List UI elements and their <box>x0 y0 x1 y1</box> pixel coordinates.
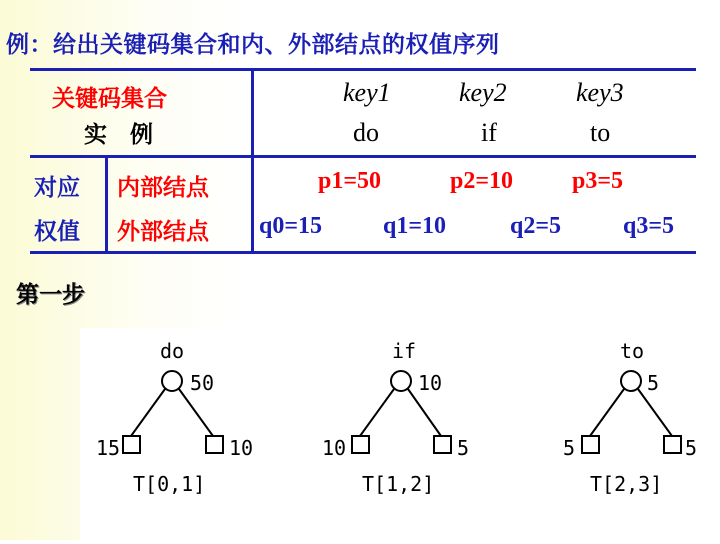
trees-svg <box>80 328 720 540</box>
tree-1-root-node <box>162 371 182 391</box>
external-node-label: 外部结点 <box>117 219 209 245</box>
tree-2-label: T[1,2] <box>362 472 435 496</box>
header-label: 关键码集合 <box>52 86 167 112</box>
key-2: key2 <box>459 78 507 107</box>
q-value-3: q3=5 <box>623 213 675 239</box>
tree-1-right-leaf <box>206 436 223 453</box>
tree-3-left-leaf <box>582 436 599 453</box>
key-1: key1 <box>343 78 391 107</box>
q-value-1: q1=10 <box>383 213 447 239</box>
instance-2: if <box>481 118 497 147</box>
tree-3-root-weight: 5 <box>647 371 660 395</box>
table-mid-border <box>30 155 696 158</box>
instance-3: to <box>590 118 611 147</box>
tree-2-right-leaf <box>434 436 451 453</box>
p-value-2: p2=10 <box>450 168 514 194</box>
tree-2-right-weight: 5 <box>457 436 470 460</box>
tree-2-left-weight: 10 <box>322 436 347 460</box>
slide-title: 例：给出关键码集合和内、外部结点的权值序列 <box>6 32 500 58</box>
tree-3-right-weight: 5 <box>685 436 698 460</box>
tree-1-key: do <box>160 339 185 363</box>
table-col-divider <box>251 68 254 254</box>
step-label: 第一步 <box>16 282 85 308</box>
key-3: key3 <box>576 78 624 107</box>
table-top-border <box>30 68 696 71</box>
instance-label: 实 例 <box>84 122 153 148</box>
p-value-3: p3=5 <box>572 168 624 194</box>
tree-3-label: T[2,3] <box>590 472 663 496</box>
tree-to <box>563 339 697 496</box>
internal-node-label: 内部结点 <box>117 175 209 201</box>
tree-1-left-weight: 15 <box>96 436 121 460</box>
tree-2-left-leaf <box>352 436 369 453</box>
tree-3-right-leaf <box>664 436 681 453</box>
table-col-divider-left <box>105 155 108 254</box>
tree-1-root-weight: 50 <box>190 371 215 395</box>
p-value-1: p1=50 <box>318 168 382 194</box>
tree-1-right-weight: 10 <box>229 436 254 460</box>
tree-3-right-edge <box>638 389 672 436</box>
tree-3-key: to <box>620 339 645 363</box>
tree-do <box>96 339 253 496</box>
tree-1-left-edge <box>131 389 165 436</box>
tree-1-label: T[0,1] <box>133 472 206 496</box>
tree-3-root-node <box>621 371 641 391</box>
tree-panel <box>80 328 720 540</box>
tree-2-key: if <box>392 339 417 363</box>
table-bottom-border <box>30 251 696 254</box>
tree-2-root-node <box>391 371 411 391</box>
tree-3-left-edge <box>590 389 624 436</box>
tree-3-left-weight: 5 <box>563 436 576 460</box>
tree-2-right-edge <box>408 389 441 436</box>
q-value-0: q0=15 <box>259 213 323 239</box>
tree-if <box>322 339 469 496</box>
instance-1: do <box>353 118 379 147</box>
tree-2-left-edge <box>360 389 394 436</box>
correspond-label: 对应 <box>34 175 80 201</box>
tree-2-root-weight: 10 <box>418 371 443 395</box>
weight-label: 权值 <box>34 219 80 245</box>
tree-1-left-leaf <box>123 436 140 453</box>
tree-1-right-edge <box>179 389 213 436</box>
q-value-2: q2=5 <box>510 213 562 239</box>
